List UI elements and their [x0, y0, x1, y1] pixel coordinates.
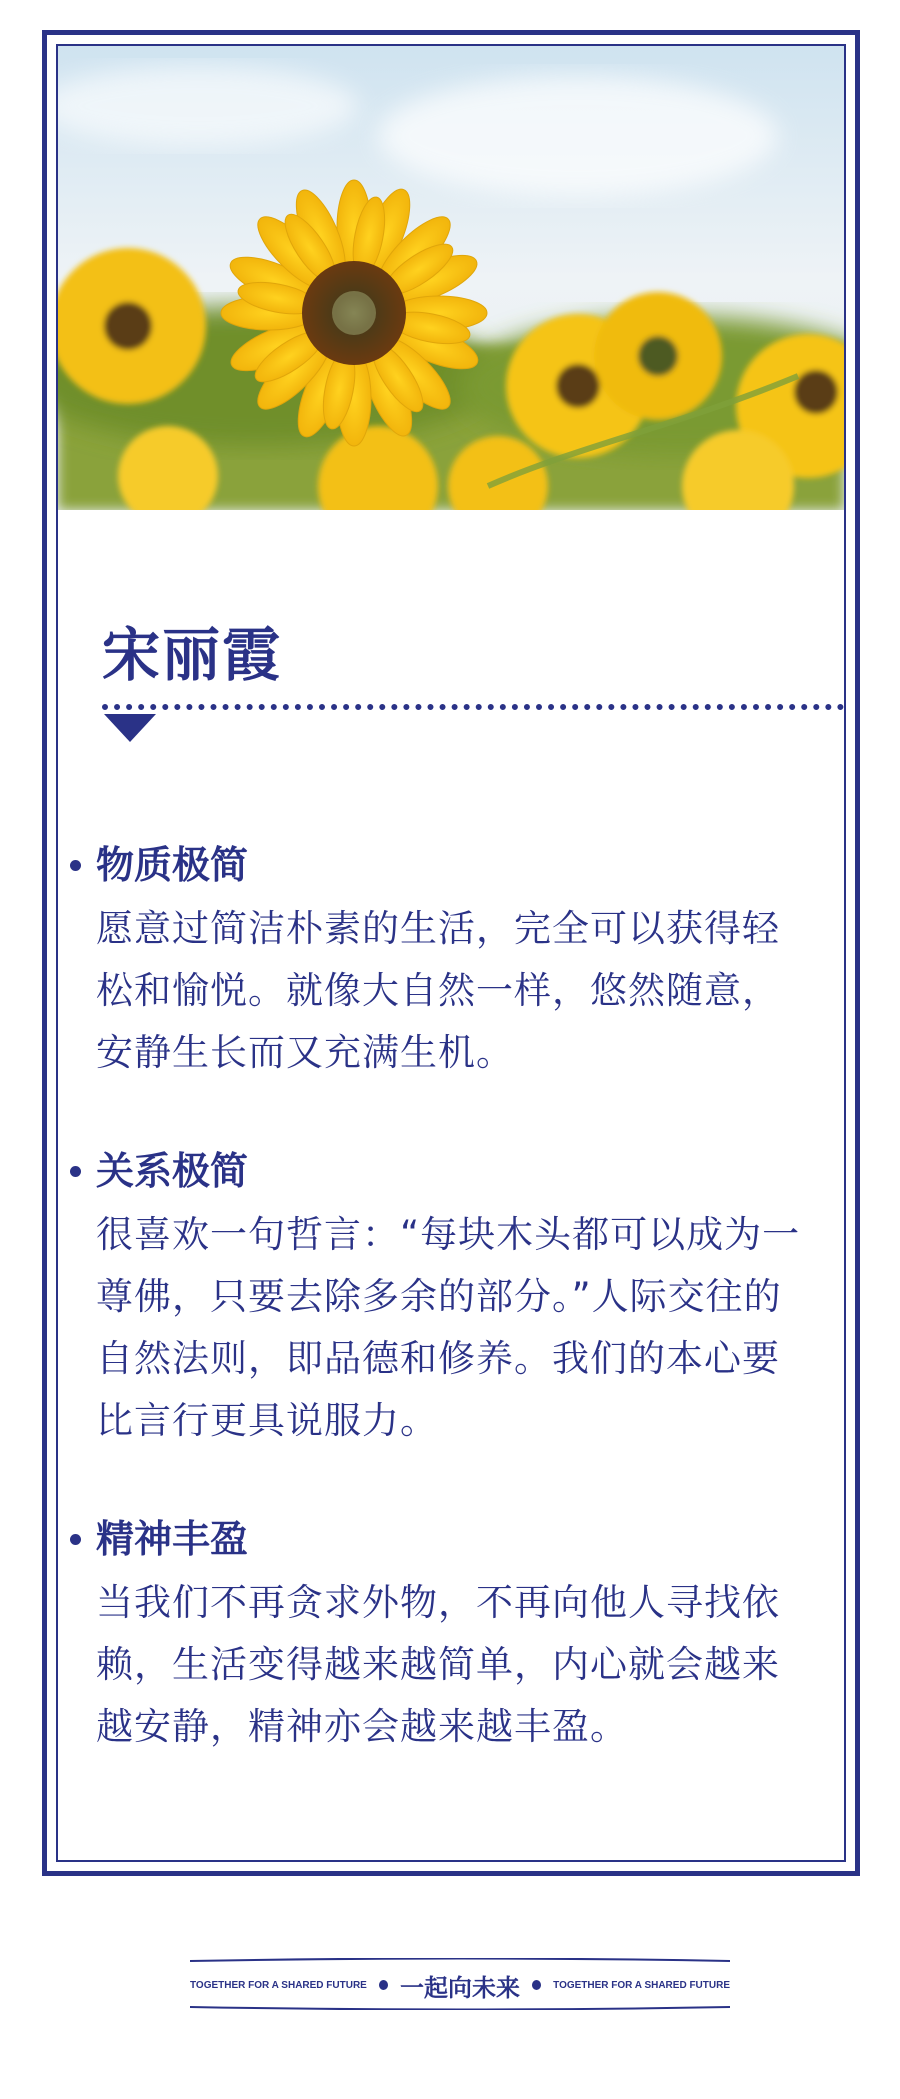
triangle-down-icon — [104, 714, 156, 742]
section-heading: 精神丰盈 — [96, 1517, 249, 1561]
section-body: 愿意过简洁朴素的生活，完全可以获得轻松和愉悦。就像大自然一样，悠然随意，安静生长而又充满生机。 — [96, 907, 780, 1074]
person-name: 宋丽霞 — [102, 621, 283, 689]
bullet-icon — [70, 1166, 81, 1177]
footer-dot-icon — [532, 1980, 541, 1990]
footer-right-text: TOGETHER FOR A SHARED FUTURE — [553, 1979, 730, 1991]
section-material — [70, 838, 810, 1084]
footer-swoosh-bottom — [190, 2006, 730, 2010]
bullet-icon — [70, 1534, 81, 1545]
section-heading: 物质极简 — [96, 843, 249, 887]
sunflower-photo — [58, 46, 844, 510]
section-spirit — [70, 1512, 810, 1758]
footer-swoosh-top — [190, 1958, 730, 1962]
section-heading: 关系极简 — [96, 1149, 249, 1193]
dotted-divider — [102, 704, 844, 710]
footer-dot-icon — [379, 1980, 388, 1990]
footer-slogan — [190, 1952, 730, 2012]
section-relationship — [70, 1144, 810, 1452]
section-body: 很喜欢一句哲言：“每块木头都可以成为一尊佛，只要去除多余的部分。”人际交往的自然法则，即品德和修养。我们的本心要比言行更具说服力。 — [96, 1213, 801, 1442]
footer-center-text: 一起向未来 — [400, 1973, 520, 2002]
footer-left-text: TOGETHER FOR A SHARED FUTURE — [190, 1979, 367, 1991]
section-body: 当我们不再贪求外物，不再向他人寻找依赖，生活变得越来越简单，内心就会越来越安静，精神亦会越来越丰盈。 — [96, 1581, 780, 1748]
bullet-icon — [70, 860, 81, 871]
